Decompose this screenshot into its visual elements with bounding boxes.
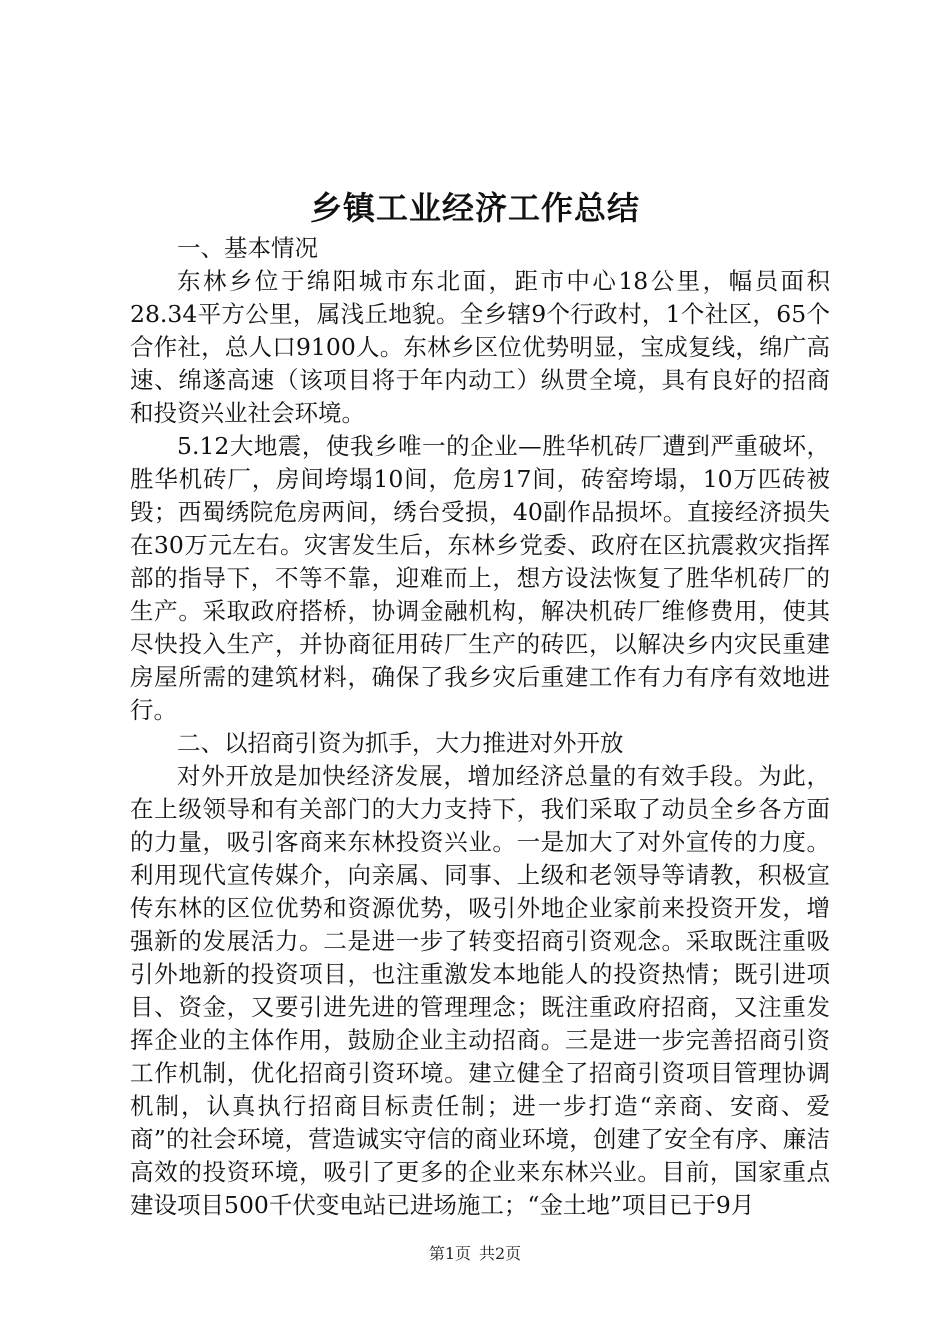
page-footer xyxy=(0,1242,950,1266)
document-title: 乡镇工业经济工作总结 xyxy=(309,189,640,227)
paragraph-overview: 东林乡位于绵阳城市东北面，距市中心18公里，幅员面积28.34平方公里，属浅丘地貌。全乡辖9个行政村，1个社区，65个合作社，总人口9100人。东林乡区位优势明显，宝成复线，绵广高速、绵遂高速（该项目将于年内动工）纵贯全境，具有良好的招商和投资兴业社会环境。 xyxy=(130,267,830,427)
page-number: 第1页 xyxy=(428,1244,471,1263)
page-total: 共2页 xyxy=(479,1244,522,1263)
paragraph-earthquake: 5.12大地震，使我乡唯一的企业—胜华机砖厂遭到严重破坏，胜华机砖厂，房间垮塌10间，危房17间，砖窑垮塌，10万匹砖被毁；西蜀绣院危房两间，绣台受损，40副作品损坏。直接经济损失在30万元左右。灾害发生后，东林乡党委、政府在区抗震救灾指挥部的指导下，不等不靠，迎难而上，想方设法恢复了胜华机砖厂的生产。采取政府搭桥，协调金融机构，解决机砖厂维修费用，使其尽快投入生产，并协商征用砖厂生产的砖匹，以解决乡内灾民重建房屋所需的建筑材料，确保了我乡灾后重建工作有力有序有效地进行。 xyxy=(130,432,830,724)
paragraph-opening-up: 对外开放是加快经济发展，增加经济总量的有效手段。为此，在上级领导和有关部门的大力支持下，我们采取了动员全乡各方面的力量，吸引客商来东林投资兴业。一是加大了对外宣传的力度。利用现代宣传媒介，向亲属、同事、上级和老领导等请教，积极宣传东林的区位优势和资源优势，吸引外地企业家前来投资开发，增强新的发展活力。二是进一步了转变招商引资观念。采取既注重吸引外地新的投资项目，也注重激发本地能人的投资热情；既引进项目、资金，又要引进先进的管理理念；既注重政府招商，又注重发挥企业的主体作用，鼓励企业主动招商。三是进一步完善招商引资工作机制，优化招商引资环境。建立健全了招商引资项目管理协调机制，认真执行招商目标责任制；进一步打造“亲商、安商、爱商”的社会环境，营造诚实守信的商业环境，创建了安全有序、廉洁高效的投资环境，吸引了更多的企业来东林兴业。目前，国家重点建设项目500千伏变电站已进场施工；“金土地”项目已于9月 xyxy=(130,762,830,1219)
document-body xyxy=(130,232,830,1222)
section-heading-basic-info: 一、基本情况 xyxy=(177,234,318,262)
section-heading-investment: 二、以招商引资为抓手，大力推进对外开放 xyxy=(177,729,624,757)
